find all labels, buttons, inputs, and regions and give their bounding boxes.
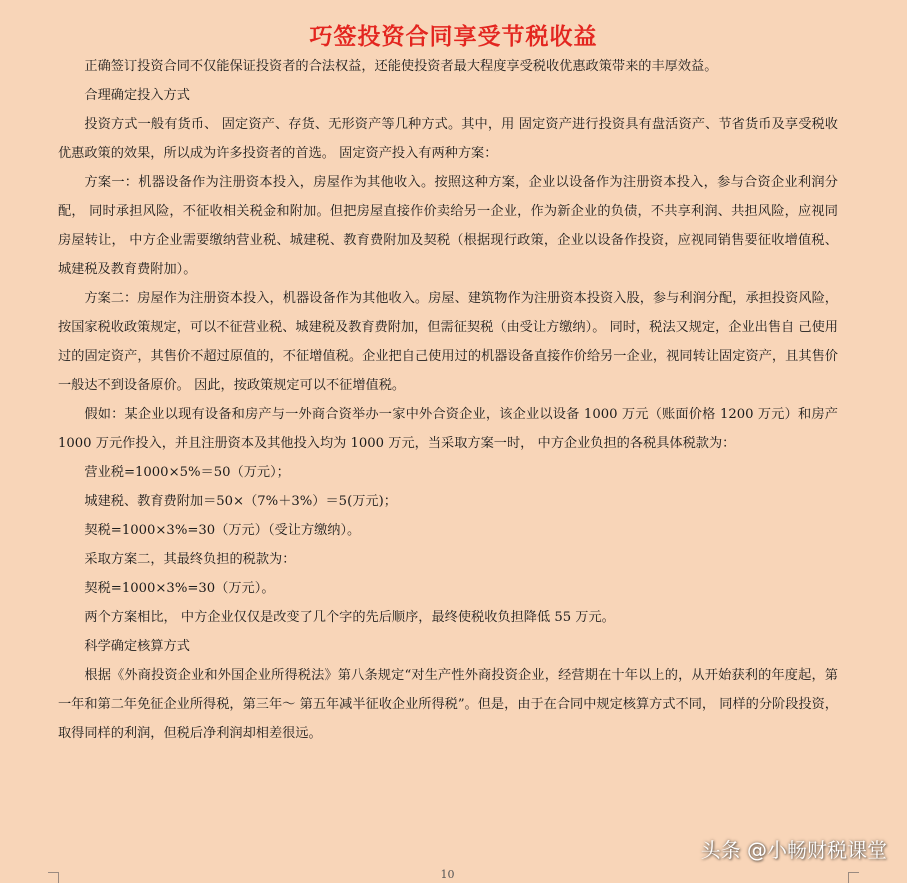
page-number: 10 [440, 868, 455, 881]
document-body [58, 52, 838, 748]
calc-city-tax: 城建税、教育费附加＝50×（7%＋3%）＝5(万元)； [84, 494, 397, 509]
paragraph-plan-two: 方案二：房屋作为注册资本投入，机器设备作为其他收入。房屋、建筑物作为注册资本投资入股，参与利润分配，承担投资风险，按国家税收政策规定，可以不征营业税、城建税及教育费附加，但需征契税（由受让方缴纳）。 同时，税法又规定，企业出售自 己使用过的固定资产，其售价不超过原值的，不征增值税。企业把自己使用过的机器设备直接作价给另一企业，视同转让固定资产，且其售价一般达不到设备原价。 因此，按政策规定可以不征增值税。 [58, 291, 838, 393]
section-heading-investment-method: 合理确定投入方式 [84, 88, 190, 103]
paragraph-comparison: 两个方案相比， 中方企业仅仅是改变了几个字的先后顺序，最终使税收负担降低 55 万元。 [84, 610, 615, 625]
paragraph-investment-types: 投资方式一般有货币、 固定资产、存货、无形资产等几种方式。其中，用 固定资产进行投资具有盘活资产、节省货币及享受税收优惠政策的效果，所以成为许多投资者的首选。 固定资产投入有两种方案： [58, 117, 838, 161]
calc-plan-two-deed-tax: 契税=1000×3%=30（万元）。 [84, 581, 275, 596]
paragraph-plan-one: 方案一：机器设备作为注册资本投入，房屋作为其他收入。按照这种方案，企业以设备作为注册资本投入，参与合资企业利润分配， 同时承担风险，不征收相关税金和附加。但把房屋直接作价卖给另一企业，作为新企业的负债，不共享利润、共担风险，应视同房屋转让， 中方企业需要缴纳营业税、城建税、教育费附加及契税（根据现行政策，企业以设备作投资，应视同销售要征收增值税、城建税及教育费附加）。 [58, 175, 838, 277]
section-heading-accounting-method: 科学确定核算方式 [84, 639, 190, 654]
calc-business-tax: 营业税=1000×5%＝50（万元）； [84, 465, 290, 480]
paragraph-tax-law: 根据《外商投资企业和外国企业所得税法》第八条规定“对生产性外商投资企业，经营期在十年以上的，从开始获利的年度起，第一年和第二年免征企业所得税，第三年～ 第五年减半征收企业所得税”。但是，由于在合同中规定核算方式不同， 同样的分阶段投资，取得同样的利润，但税后净利润却相差很远。 [58, 668, 838, 741]
document-title: 巧签投资合同享受节税收益 [309, 24, 598, 50]
calc-deed-tax: 契税=1000×3%=30（万元）（受让方缴纳）。 [84, 523, 361, 538]
calc-plan-two-intro: 采取方案二，其最终负担的税款为： [84, 552, 296, 567]
paragraph-example: 假如：某企业以现有设备和房产与一外商合资举办一家中外合资企业，该企业以设备 1000 万元（账面价格 1200 万元）和房产 1000 万元作投入，并且注册资本及其他投入均为 1000 万元，当采取方案一时， 中方企业负担的各税具体税款为： [58, 407, 838, 451]
watermark: 头条 @小畅财税课堂 [700, 838, 887, 862]
paragraph-intro: 正确签订投资合同不仅能保证投资者的合法权益，还能使投资者最大程度享受税收优惠政策带来的丰厚效益。 [84, 59, 718, 74]
